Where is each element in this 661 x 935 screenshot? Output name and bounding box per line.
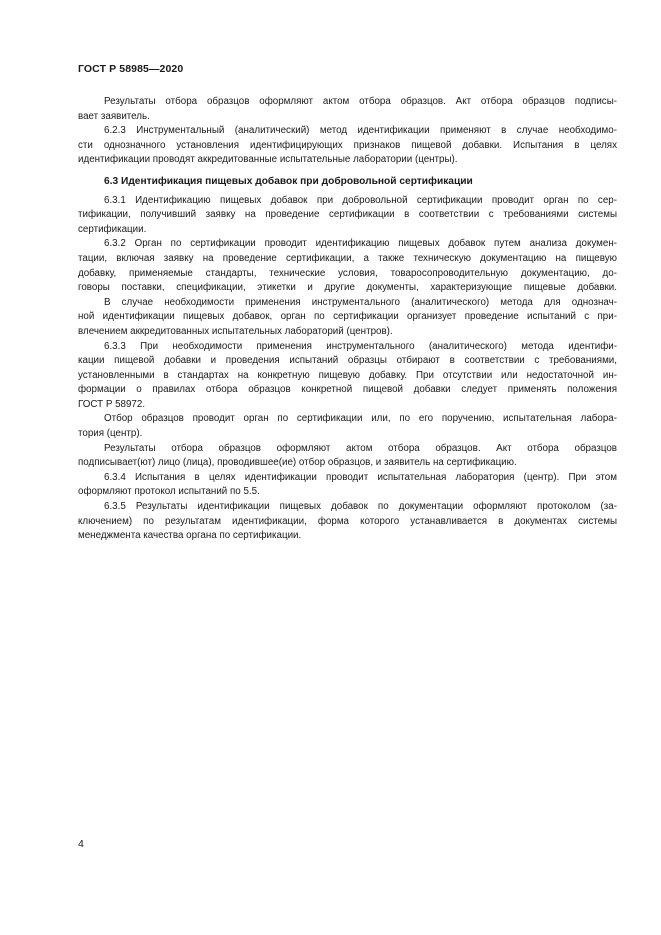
text-line: тации, включая заявку на проведение сертификации, а также техническую документацию на пищевую [78, 252, 617, 264]
text-line: 6.3.1 Идентификацию пищевых добавок при добровольной сертификации проводит орган по сер- [104, 194, 617, 206]
text-line: 6.3.2 Орган по сертификации проводит идентификацию пищевых добавок путем анализа докумен- [104, 238, 617, 250]
text-line: Результаты отбора образцов оформляют актом отбора образцов. Акт отбора образцов подписы- [104, 96, 617, 107]
text-line: В случае необходимости применения инструментального (аналитического) метода для однознач- [104, 296, 617, 308]
text-line: 6.3.4 Испытания в целях идентификации проводит испытательная лаборатория (центр). При этом [104, 471, 617, 483]
text-line: идентификации проводят аккредитованные испытательные лаборатории (центры). [78, 154, 458, 166]
text-line: формации о правилах отбора образцов конкретной пищевой добавки следует применять положения [78, 384, 617, 396]
text-line: ной идентификации пищевых добавок, орган по сертификации организует проведение испытаний с при- [78, 311, 617, 323]
text-line: сти однозначного установления идентифицирующих признаков пищевой добавки. Испытания в целях [78, 139, 617, 151]
text-line: говоры поставки, спецификации, этикетки и другие документы, характеризующие пищевые добавки. [78, 282, 617, 294]
text-line: кации пищевой добавки и проведения испытаний образцы отбирают в соответствии с требованиями, [78, 355, 617, 367]
text-line: оформляют протокол испытаний по 5.5. [78, 486, 260, 498]
text-line: установленными в стандартах на конкретную пищевую добавку. При отсутствии или недостаточной ин- [78, 369, 617, 381]
text-line: влечением аккредитованных испытательных лабораторий (центров). [78, 325, 393, 337]
document-standard-header: ГОСТ Р 58985—2020 [78, 63, 184, 75]
text-line: 6.3.5 Результаты идентификации пищевых добавок по документации оформляют протоколом (за- [104, 501, 617, 513]
text-line: ключением) по результатам идентификации, форма которого устанавливается в документах системы [78, 515, 617, 527]
text-line: тификации, получивший заявку на проведение сертификации в соответствии с требованиями системы [78, 209, 617, 221]
text-line: Результаты отбора образцов оформляют актом отбора образцов. Акт отбора образцов [104, 442, 617, 454]
text-line: сертификации. [78, 223, 147, 235]
text-line: подписывает(ют) лицо (лица), проводившее(ие) отбор образцов, и заявитель на сертификацию. [78, 457, 517, 469]
text-line: 6.2.3 Инструментальный (аналитический) метод идентификации применяют в случае необходимо- [104, 125, 617, 137]
text-line: менеджмента качества органа по сертификации. [78, 530, 302, 542]
section-heading: 6.3 Идентификация пищевых добавок при добровольной сертификации [104, 175, 473, 187]
page-number: 4 [78, 838, 84, 850]
text-line: ГОСТ Р 58972. [78, 398, 146, 410]
document-body [78, 95, 617, 544]
text-line: вает заявитель. [78, 110, 150, 122]
text-line: Отбор образцов проводит орган по сертификации или, по его поручению, испытательная лабора- [104, 413, 617, 425]
text-line: 6.3.3 При необходимости применения инструментального (аналитического) метода идентифи- [104, 340, 617, 352]
text-line: тория (центр). [78, 428, 143, 440]
text-line: добавку, применяемые стандарты, технические условия, товаросопроводительную документацию, до- [78, 267, 617, 279]
